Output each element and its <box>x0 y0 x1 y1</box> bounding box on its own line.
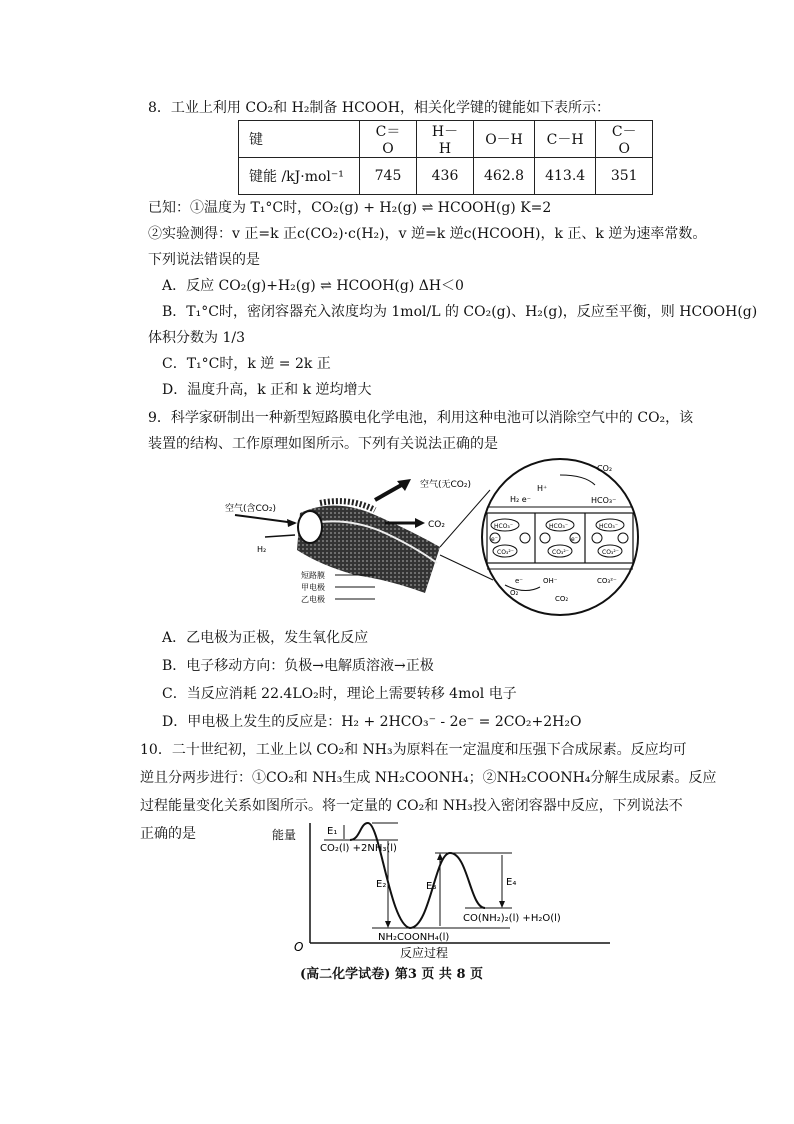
arrow-head-icon <box>287 519 297 527</box>
table-cell: 351 <box>596 158 653 195</box>
co2-label: CO₂ <box>428 520 445 530</box>
q8-option-d: D．温度升高，k 正和 k 逆均增大 <box>162 382 372 398</box>
energy-diagram <box>272 815 620 960</box>
q8-ask: 下列说法错误的是 <box>148 252 260 268</box>
air-out-arrow <box>375 483 405 500</box>
ion-label: HCO₃⁻ <box>549 523 568 530</box>
q10-stem-line4: 正确的是 <box>140 826 196 842</box>
intermediate-label: NH₂COONH₄(l) <box>378 932 450 943</box>
magnified-circle <box>482 459 638 615</box>
q9-option-a: A．乙电极为正极，发生氧化反应 <box>162 630 369 646</box>
q8-option-b-line1: B．T₁°C时，密闭容器充入浓度均为 1mol/L 的 CO₂(g)、H₂(g)，反应至平衡，则 HCOOH(g) <box>162 304 758 320</box>
air-out-label: 空气(无CO₂) <box>420 480 471 490</box>
table-row-label: 键能 /kJ·mol⁻¹ <box>239 158 360 195</box>
ion-label: CO₃²⁻ <box>497 549 514 556</box>
product-label: CO(NH₂)₂(l) +H₂O(l) <box>463 913 561 924</box>
table-cell: O－H <box>474 121 535 158</box>
co2-bottom-label: CO₂ <box>555 595 569 603</box>
q8-known-1: 已知：①温度为 T₁°C时，CO₂(g) + H₂(g) ⇌ HCOOH(g) K=2 <box>148 200 552 216</box>
q8-option-c: C．T₁°C时，k 逆 = 2k 正 <box>162 356 331 372</box>
origin-label: O <box>294 940 304 954</box>
table-cell: 462.8 <box>474 158 535 195</box>
arrow-head-icon <box>499 901 505 908</box>
table-cell: C＝O <box>360 121 417 158</box>
page-footer: (高二化学试卷) 第3 页 共 8 页 <box>300 967 484 982</box>
arrow-head-icon <box>437 853 443 860</box>
table-cell: 413.4 <box>535 158 596 195</box>
e4-label: E₄ <box>506 877 517 888</box>
arrow-head-icon <box>385 921 391 928</box>
table-row <box>239 121 653 158</box>
q9-option-d: D．甲电极上发生的反应是：H₂ + 2HCO₃⁻ - 2e⁻ = 2CO₂+2H₂O <box>162 714 582 730</box>
electron-label: e⁻ <box>491 536 498 543</box>
q10-stem-line1: 10．二十世纪初，工业上以 CO₂和 NH₃为原料在一定温度和压强下合成尿素。反应均可 <box>140 742 687 758</box>
hco3-top-label: HCO₃⁻ <box>591 496 617 505</box>
q9-option-b: B．电子移动方向：负极→电解质溶液→正极 <box>162 658 434 674</box>
co2-top-label: CO₂ <box>597 464 613 473</box>
air-in-label: 空气(含CO₂) <box>225 504 276 514</box>
y-axis-label: 能量 <box>272 828 297 842</box>
e3-label: E₃ <box>426 881 437 892</box>
oh-label: OH⁻ <box>543 577 558 585</box>
q9-stem-line1: 9．科学家研制出一种新型短路膜电化学电池，利用这种电池可以消除空气中的 CO₂，该 <box>148 410 694 426</box>
layer-label: 甲电极 <box>301 583 325 592</box>
q10-stem-line2: 逆且分两步进行：①CO₂和 NH₃生成 NH₂COONH₄；②NH₂COONH₄分解生成尿素。反应 <box>140 770 717 786</box>
h2e-label: H₂ e⁻ <box>510 495 531 504</box>
table-cell: 436 <box>417 158 474 195</box>
ion-label: CO₃²⁻ <box>602 549 619 556</box>
q9-stem-line2: 装置的结构、工作原理如图所示。下列有关说法正确的是 <box>148 436 498 452</box>
battery-diagram <box>225 455 645 615</box>
ion-label: HCO₃⁻ <box>599 523 618 530</box>
arrow-head-icon <box>415 518 425 528</box>
ion-label: HCO₃⁻ <box>494 523 513 530</box>
table-row <box>239 158 653 195</box>
tube-opening <box>298 511 322 543</box>
layer-label: 短路膜 <box>301 571 325 580</box>
h2-in-arrow <box>265 535 295 537</box>
table-cell: C－O <box>596 121 653 158</box>
hplus-label: H⁺ <box>537 484 548 493</box>
table-header-label: 键 <box>239 121 360 158</box>
table-cell: 745 <box>360 158 417 195</box>
bond-energy-table <box>238 120 653 195</box>
table-cell: H－H <box>417 121 474 158</box>
layer-label: 乙电极 <box>301 595 325 604</box>
q8-option-b-line2: 体积分数为 1/3 <box>148 330 245 346</box>
q10-stem-line3: 过程能量变化关系如图所示。将一定量的 CO₂和 NH₃投入密闭容器中反应，下列说法不 <box>140 798 683 814</box>
table-cell: C－H <box>535 121 596 158</box>
e2-label: E₂ <box>376 879 387 890</box>
q9-option-c: C．当反应消耗 22.4LO₂时，理论上需要转移 4mol 电子 <box>162 686 517 702</box>
co3-bottom-label: CO₃²⁻ <box>597 577 617 585</box>
q8-stem: 8．工业上利用 CO₂和 H₂制备 HCOOH，相关化学键的键能如下表所示： <box>148 100 610 116</box>
e-bottom-label: e⁻ <box>515 577 524 585</box>
e1-label: E₁ <box>327 826 338 837</box>
x-axis-label: 反应过程 <box>400 946 449 960</box>
o2-label: O₂ <box>510 589 519 597</box>
q8-known-2: ②实验测得：v 正=k 正c(CO₂)·c(H₂)，v 逆=k 逆c(HCOOH)，k 正、k 逆为速率常数。 <box>148 226 707 242</box>
reactant-label: CO₂(l) +2NH₃(l) <box>320 843 397 854</box>
air-in-arrow <box>235 515 295 523</box>
q8-option-a: A．反应 CO₂(g)+H₂(g) ⇌ HCOOH(g) ΔH＜0 <box>162 278 464 294</box>
electron-label: e⁻ <box>571 536 578 543</box>
ion-label: CO₃²⁻ <box>552 549 569 556</box>
h2-label: H₂ <box>257 545 267 554</box>
